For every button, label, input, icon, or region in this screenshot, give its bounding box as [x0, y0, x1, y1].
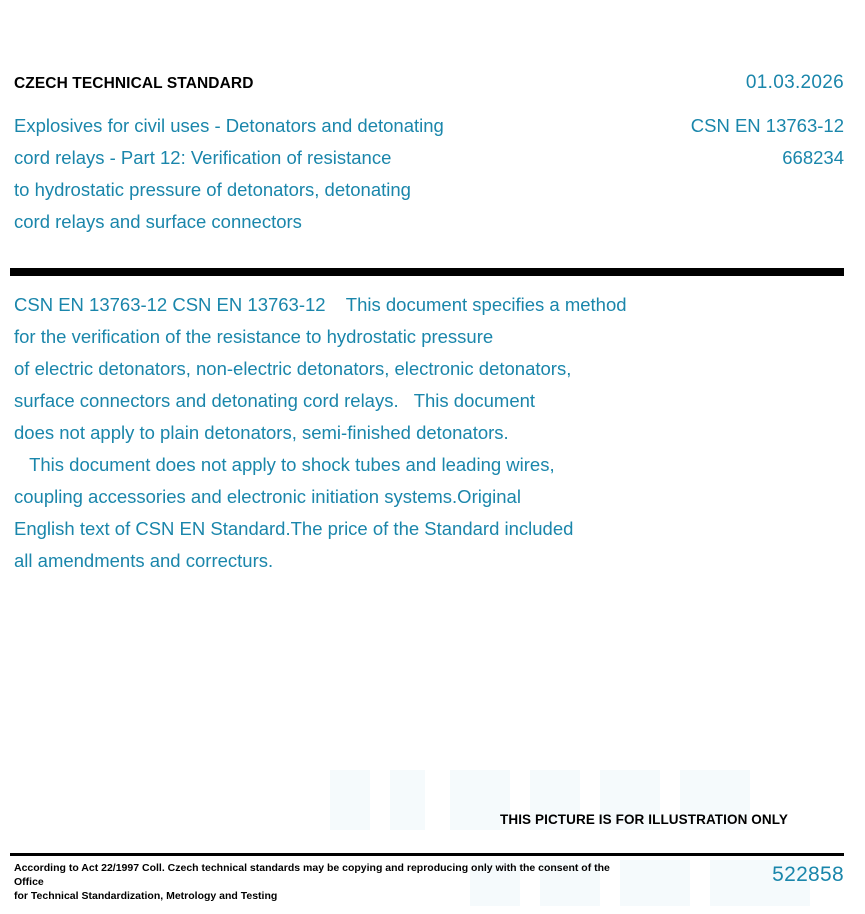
standard-title	[14, 110, 574, 238]
copyright-notice-line1: According to Act 22/1997 Coll. Czech technical standards may be copying and reproducing only with the consent of the Office	[14, 862, 610, 888]
abstract-line: all amendments and correcturs.	[14, 550, 274, 571]
title-line: cord relays - Part 12: Verification of resistance	[14, 147, 392, 168]
publication-date: 01.03.2026	[745, 72, 844, 93]
document-footer	[14, 861, 844, 903]
classification-code: 668234	[782, 147, 844, 168]
standard-designation: CSN EN 13763-12	[690, 115, 844, 136]
abstract-line: of electric detonators, non-electric detonators, electronic detonators,	[14, 358, 572, 379]
abstract-line: surface connectors and detonating cord relays. This document	[14, 390, 536, 411]
abstract-line: CSN EN 13763-12 CSN EN 13763-12 This document specifies a method	[14, 294, 627, 315]
document-header	[14, 72, 844, 94]
abstract-line: English text of CSN EN Standard.The price of the Standard included	[14, 518, 574, 539]
abstract-line: for the verification of the resistance to hydrostatic pressure	[14, 326, 494, 347]
abstract-line: coupling accessories and electronic initiation systems.Original	[14, 486, 521, 507]
title-block	[14, 110, 844, 238]
standard-type-label: CZECH TECHNICAL STANDARD	[14, 75, 254, 92]
footer-divider	[10, 853, 844, 856]
catalog-number: 522858	[772, 863, 844, 886]
copyright-notice	[14, 861, 614, 903]
header-divider	[10, 268, 844, 276]
illustration-disclaimer: THIS PICTURE IS FOR ILLUSTRATION ONLY	[500, 812, 788, 827]
title-line: Explosives for civil uses - Detonators and detonating	[14, 115, 444, 136]
standard-identifiers	[594, 110, 844, 174]
abstract-line: does not apply to plain detonators, semi-finished detonators.	[14, 422, 509, 443]
title-line: to hydrostatic pressure of detonators, detonating	[14, 179, 411, 200]
title-line: cord relays and surface connectors	[14, 211, 302, 232]
copyright-notice-line2: for Technical Standardization, Metrology and Testing	[14, 890, 278, 902]
abstract-text	[14, 289, 814, 577]
abstract-line: This document does not apply to shock tubes and leading wires,	[14, 454, 555, 475]
